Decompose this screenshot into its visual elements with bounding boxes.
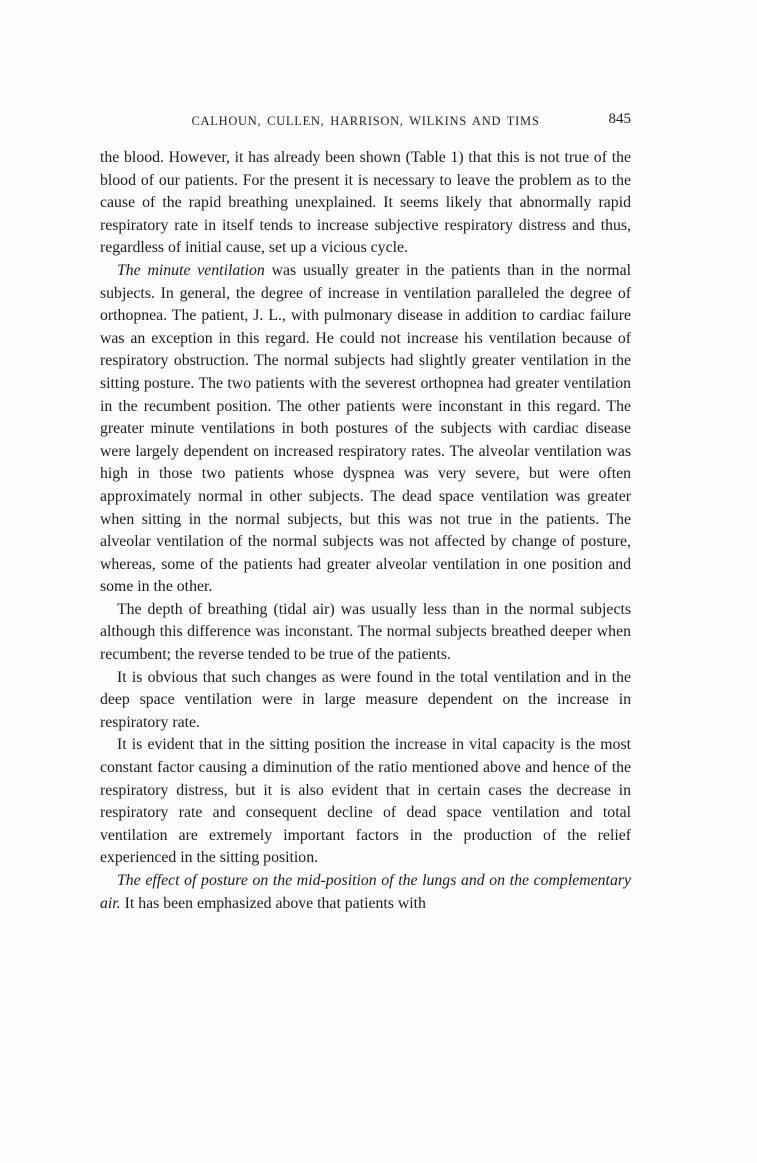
page-number: 845: [608, 111, 631, 127]
paragraph-text: It has been emphasized above that patients with: [120, 894, 426, 912]
paragraph: [100, 870, 631, 915]
paragraph-text: It is obvious that such changes as were found in the total ventilation and in the deep space ventilation were in large measure dependent on the increase in respiratory rate.: [100, 668, 631, 731]
paragraph-text: The depth of breathing (tidal air) was usually less than in the normal subjects although this difference was inconstant. The normal subjects breathed deeper when recumbent; the reverse tended to be true of the patients.: [100, 600, 631, 664]
paragraph-lead-italic: The minute ventilation: [117, 261, 265, 279]
paragraph: [100, 667, 631, 735]
page-header: [100, 111, 631, 132]
running-title: CALHOUN, CULLEN, HARRISON, WILKINS AND TIMS: [191, 114, 540, 128]
paragraph-text: the blood. However, it has already been shown (Table 1) that this is not true of the blood of our patients. For the present it is necessary to leave the problem as to the cause of the rapid breathing unexplained. It seems likely that abnormally rapid respiratory rate in itself tends to increase subjective respiratory distress and thus, regardless of initial cause, set up a vicious cycle.: [100, 149, 631, 257]
paragraph: [100, 147, 631, 260]
paragraph-text: was usually greater in the patients than in the normal subjects. In general, the degree of increase in ventilation paralleled the degree of orthopnea. The patient, J. L., with pulmonary disease in addition to cardiac failure was an exception in this regard. He could not increase his ventilation because of respiratory obstruction. The normal subjects had slightly greater ventilation in the sitting posture. The two patients with the severest orthopnea had greater ventilation in the recumbent position. The other patients were inconstant in this regard. The greater minute ventilations in both postures of the subjects with cardiac disease were largely dependent on increased respiratory rates. The alveolar ventilation was high in those two patients whose dyspnea was very severe, but were often approximately normal in other subjects. The dead space ventilation was greater when sitting in the normal subjects, but this was not true in the patients. The alveolar ventilation of the normal subjects was not affected by change of posture, whereas, some of the patients had greater alveolar ventilation in one position and some in the other.: [100, 261, 631, 596]
paragraph: [100, 599, 631, 667]
page-body: [100, 147, 631, 915]
paragraph: [100, 260, 631, 599]
paragraph-text: It is evident that in the sitting position the increase in vital capacity is the most constant factor causing a diminution of the ratio mentioned above and hence of the respiratory distress, but it is also evident that in certain cases the decrease in respiratory rate and consequent decline of dead space ventilation and total ventilation are extremely important factors in the production of the relief experienced in the sitting position.: [100, 736, 631, 867]
paragraph-lead-italic: The effect of posture on the mid-position of the lungs and on the complementary air.: [100, 872, 631, 912]
paragraph: [100, 734, 631, 870]
